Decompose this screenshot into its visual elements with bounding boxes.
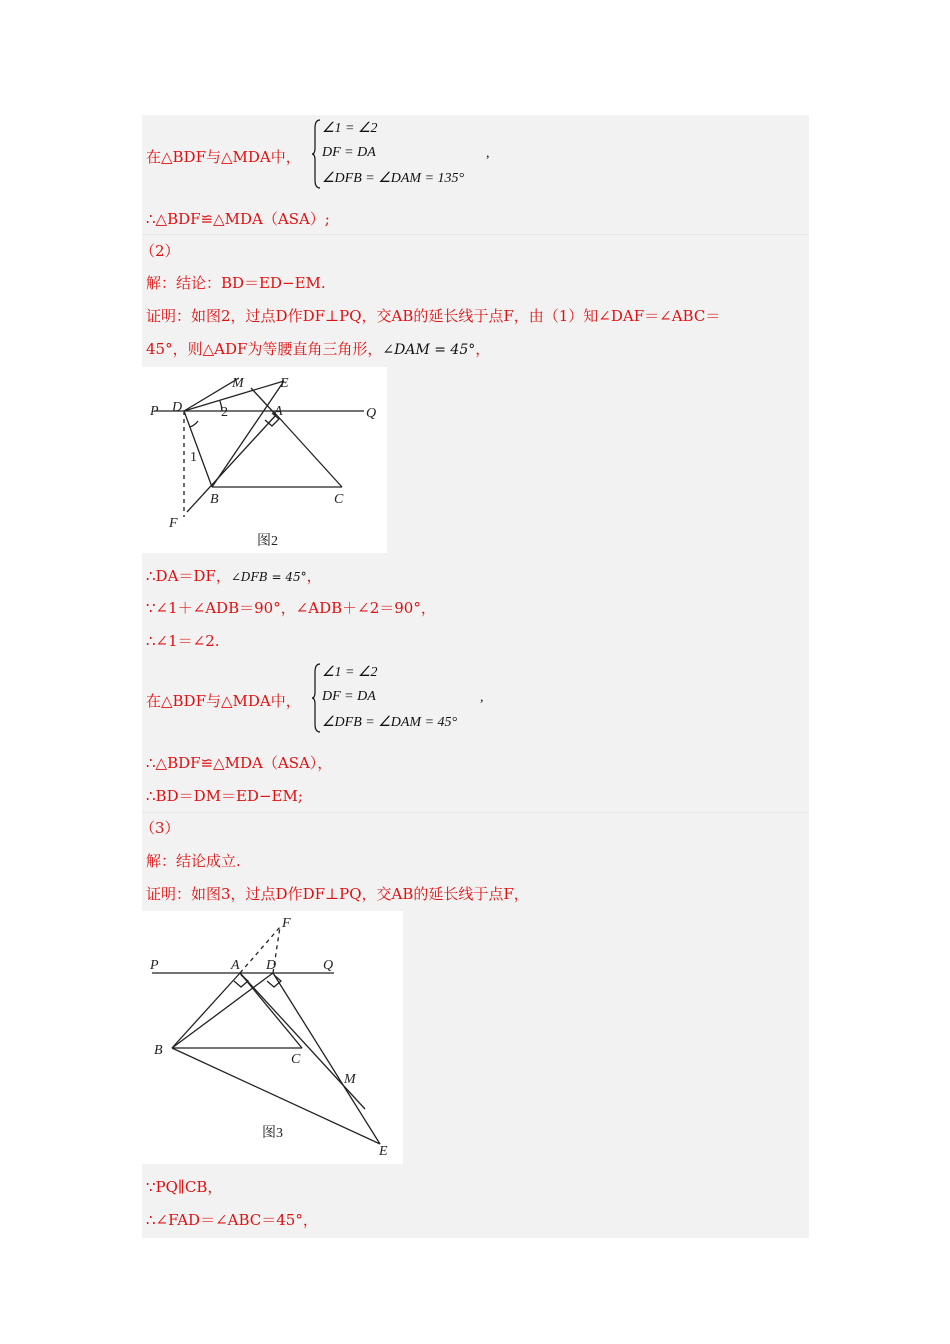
text-fragment: ∴DA＝DF， [146, 567, 231, 585]
figure-3 [142, 911, 403, 1164]
figure-caption: 图3 [262, 1126, 283, 1141]
text-fragment: ， [306, 567, 322, 585]
math-inline: ∠DAM = 45° [382, 342, 476, 358]
text-answer: 解：结论：BD＝ED−EM. [146, 274, 326, 292]
label-e: E [379, 1144, 388, 1159]
label-c: C [291, 1052, 301, 1067]
text-answer: 解：结论成立. [146, 852, 241, 870]
text-step: ∵PQ∥CB， [146, 1178, 223, 1196]
text-fragment: ， [475, 340, 491, 358]
text-conclusion: ∴BD＝DM＝ED−EM; [146, 787, 303, 805]
system-row: ∠DFB = ∠DAM = 135° [322, 171, 465, 186]
label-d: D [266, 958, 277, 973]
figure-2-diagram [142, 367, 387, 553]
brace-icon [312, 118, 322, 190]
text-fragment: 45°，则△ADF为等腰直角三角形， [146, 340, 383, 358]
label-d: D [172, 400, 183, 415]
trail-comma: , [480, 690, 484, 705]
text-conclusion: ∴△BDF≌△MDA（ASA）; [146, 210, 330, 228]
text-step: ∴∠1＝∠2. [146, 632, 220, 650]
label-q: Q [323, 958, 334, 973]
label-q: Q [366, 406, 377, 421]
label-e: E [280, 376, 289, 391]
label-b: B [210, 492, 219, 507]
text-proof-2 [146, 338, 490, 359]
label-a: A [274, 404, 283, 419]
math-inline: ∠DFB = 45° [230, 570, 307, 584]
label-m: M [232, 376, 244, 391]
label-two: 2 [221, 405, 228, 420]
text-intro: 在△BDF与△MDA中， [146, 148, 301, 166]
figure-3-diagram [142, 911, 403, 1164]
text-proof: 证明：如图2，过点D作DF⊥PQ，交AB的延长线于点F，由（1）知∠DAF＝∠ABC＝ [146, 307, 721, 325]
text-step: ∴∠FAD＝∠ABC＝45°， [146, 1211, 318, 1229]
brace-icon [312, 662, 322, 734]
equation-system [312, 118, 512, 190]
label-p: P [150, 404, 159, 419]
trail-comma: , [486, 146, 490, 161]
text-intro: 在△BDF与△MDA中， [146, 692, 301, 710]
system-row: ∠1 = ∠2 [322, 665, 378, 680]
system-row: DF = DA [322, 145, 376, 160]
system-row: ∠1 = ∠2 [322, 121, 378, 136]
label-one: 1 [190, 450, 197, 465]
label-b: B [154, 1043, 163, 1058]
label-m: M [344, 1072, 356, 1087]
part-label: （2） [140, 242, 180, 260]
divider [142, 812, 809, 813]
figure-2 [142, 367, 387, 553]
label-p: P [150, 958, 159, 973]
divider [142, 234, 809, 235]
label-a: A [231, 958, 240, 973]
label-c: C [334, 492, 344, 507]
part-label: （3） [140, 819, 180, 837]
text-proof: 证明：如图3，过点D作DF⊥PQ，交AB的延长线于点F， [146, 885, 529, 903]
figure-caption: 图2 [257, 534, 278, 549]
system-row: ∠DFB = ∠DAM = 45° [322, 715, 458, 730]
label-f: F [169, 516, 178, 531]
label-f: F [282, 916, 291, 931]
text-conclusion: ∴△BDF≌△MDA（ASA）， [146, 754, 333, 772]
text-step: ∵∠1＋∠ADB＝90°，∠ADB＋∠2＝90°， [146, 599, 436, 617]
text-step [146, 565, 322, 586]
system-row: DF = DA [322, 689, 376, 704]
